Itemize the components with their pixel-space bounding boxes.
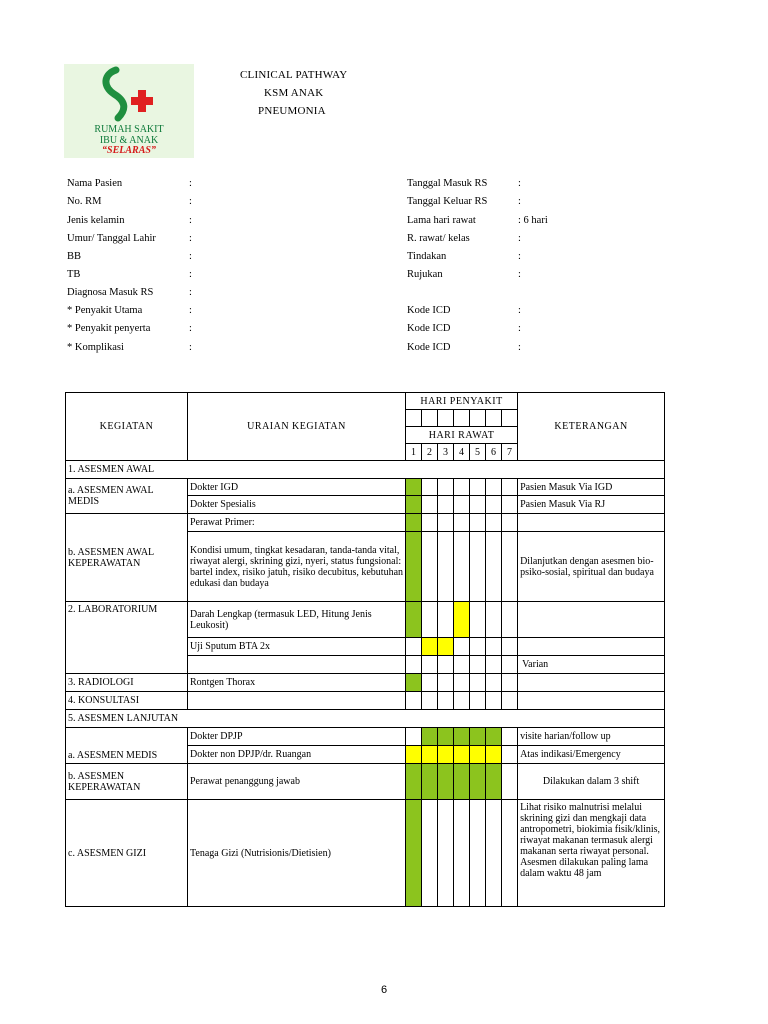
day-cell [406,692,422,710]
day-cell-green [406,496,422,514]
note [518,514,665,532]
day-cell [422,514,438,532]
info-sep: : [518,251,521,262]
day-cell [470,692,486,710]
day-cell [422,532,438,602]
day-cell-green [486,728,502,746]
info-label: Nama Pasien [67,178,123,189]
activity-detail: Perawat Primer: [188,514,406,532]
logo-line3: “SELARAS” [102,145,156,156]
day-cell-green [406,514,422,532]
day-cell [454,674,470,692]
day-cell-green [406,479,422,496]
day-cell [470,656,486,674]
clinical-pathway-table [65,392,665,907]
info-label: Tanggal Masuk RS [407,178,488,189]
info-label: * Penyakit Utama [67,305,143,316]
info-sep: : [518,233,521,244]
note: Dilanjutkan dengan asesmen bio-psiko-sosial, spiritual dan budaya [518,532,665,602]
info-sep: : [189,305,192,316]
day-cell [406,638,422,656]
activity-detail: Tenaga Gizi (Nutrisionis/Dietisien) [188,800,406,907]
activity-label: c. ASESMEN GIZI [66,800,188,907]
day-cell [422,656,438,674]
activity-detail: Dokter non DPJP/dr. Ruangan [188,746,406,764]
info-label: Tanggal Keluar RS [407,196,488,207]
day-cell-green [406,764,422,800]
day-cell [422,692,438,710]
doc-diagnosis: PNEUMONIA [258,105,326,117]
day-cell-yellow [454,746,470,764]
info-label: BB [67,251,82,262]
activity-detail [188,656,406,674]
note: Lihat risiko malnutrisi melalui skrining gizi dan mengkaji data antropometri, biokimia fisik/klinis, riwayat makanan termasuk alergi makanan serta riwayat personal. Asesmen dilakukan paling lama dalam waktu 48 jam [518,800,665,907]
day-cell [454,638,470,656]
day-cell [470,496,486,514]
header-kegiatan: KEGIATAN [66,393,188,461]
note: Pasien Masuk Via RJ [518,496,665,514]
info-sep: : [189,251,192,262]
activity-label: b. ASESMEN AWAL KEPERAWATAN [66,514,188,602]
day-cell [470,800,486,907]
day-cell [486,656,502,674]
day-cell [454,656,470,674]
day-cell [486,692,502,710]
day-cell [502,764,518,800]
day-cell-green [422,764,438,800]
day-cell [486,410,502,427]
activity-detail: Kondisi umum, tingkat kesadaran, tanda-tanda vital, riwayat alergi, skrining gizi, nyeri, status fungsional: bartel index, risiko jatuh, risiko decubitus, kebutuhan edukasi dan budaya [188,532,406,602]
info-sep: : [189,342,192,353]
activity-label: b. ASESMEN KEPERAWATAN [66,764,188,800]
day-cell [422,674,438,692]
activity-detail [188,692,406,710]
day-cell [486,674,502,692]
day-number: 1 [406,444,422,461]
day-cell-yellow [422,746,438,764]
info-sep: : [189,178,192,189]
info-sep: : [518,342,521,353]
activity-detail: Dokter Spesialis [188,496,406,514]
day-cell [438,800,454,907]
activity-detail: Darah Lengkap (termasuk LED, Hitung Jenis Leukosit) [188,602,406,638]
day-cell [438,602,454,638]
day-cell-yellow [438,746,454,764]
day-cell [454,800,470,907]
info-label: Kode ICD [407,323,451,334]
day-cell [470,479,486,496]
logo-line2: IBU & ANAK [99,135,159,146]
info-label: Tindakan [407,251,447,262]
day-cell [422,800,438,907]
day-number: 7 [502,444,518,461]
activity-detail: Uji Sputum BTA 2x [188,638,406,656]
day-number: 3 [438,444,454,461]
day-cell [454,514,470,532]
info-sep: : 6 hari [518,215,548,226]
section-heading: 4. KONSULTASI [66,692,188,710]
day-cell [438,514,454,532]
activity-label: a. ASESMEN AWAL MEDIS [66,479,188,514]
day-cell [470,602,486,638]
day-cell [486,638,502,656]
page-number: 6 [380,984,388,996]
day-cell [486,532,502,602]
day-cell-green [486,764,502,800]
note [518,602,665,638]
day-cell [502,692,518,710]
section-heading: 2. LABORATORIUM [66,602,188,674]
activity-detail: Perawat penanggung jawab [188,764,406,800]
day-cell [454,692,470,710]
activity-detail: Dokter IGD [188,479,406,496]
info-label: Jenis kelamin [67,215,125,226]
info-label: Umur/ Tanggal Lahir [67,233,156,244]
day-cell [502,800,518,907]
day-cell-yellow [470,746,486,764]
info-label: * Penyakit penyerta [67,323,151,334]
day-cell-green [470,764,486,800]
note: visite harian/follow up [518,728,665,746]
info-label: No. RM [67,196,102,207]
note [518,674,665,692]
day-cell [438,692,454,710]
day-cell [422,602,438,638]
day-cell [502,602,518,638]
info-sep: : [518,196,521,207]
section-heading: 5. ASESMEN LANJUTAN [66,710,665,728]
header-hari-rawat: HARI RAWAT [406,427,518,444]
day-cell [502,496,518,514]
info-label: Rujukan [407,269,443,280]
note: Dilakukan dalam 3 shift [518,764,665,800]
day-cell-green [438,728,454,746]
info-label: * Komplikasi [67,342,124,353]
day-cell-green [406,674,422,692]
info-label: Kode ICD [407,305,451,316]
info-sep: : [189,233,192,244]
day-cell-yellow [438,638,454,656]
note: Pasien Masuk Via IGD [518,479,665,496]
day-cell [486,800,502,907]
info-sep: : [189,269,192,280]
day-cell [486,514,502,532]
day-cell [406,656,422,674]
day-cell [454,532,470,602]
day-cell [422,410,438,427]
day-cell [502,656,518,674]
day-number: 2 [422,444,438,461]
note [518,638,665,656]
day-cell [438,674,454,692]
day-cell [502,674,518,692]
section-heading: 3. RADIOLOGI [66,674,188,692]
day-cell [502,746,518,764]
day-cell [502,638,518,656]
header-uraian: URAIAN KEGIATAN [188,393,406,461]
day-cell-yellow [406,746,422,764]
info-label: R. rawat/ kelas [407,233,470,244]
info-label: Diagnosa Masuk RS [67,287,154,298]
day-cell-green [422,728,438,746]
day-cell [470,514,486,532]
day-cell [470,532,486,602]
info-sep: : [189,196,192,207]
day-cell-green [406,602,422,638]
logo-line1: RUMAH SAKIT [94,124,164,135]
day-number: 5 [470,444,486,461]
day-cell [438,496,454,514]
day-cell [470,638,486,656]
day-cell-yellow [454,602,470,638]
day-cell [502,410,518,427]
section-heading: 1. ASESMEN AWAL [66,461,665,479]
info-sep: : [189,215,192,226]
info-sep: : [518,305,521,316]
header-hari-penyakit: HARI PENYAKIT [406,393,518,410]
hospital-logo [64,64,194,158]
day-cell [422,496,438,514]
day-cell-green [438,764,454,800]
activity-detail: Dokter DPJP [188,728,406,746]
day-cell [454,410,470,427]
doc-title: CLINICAL PATHWAY [240,69,348,81]
day-cell [406,410,422,427]
day-cell-green [470,728,486,746]
day-cell-green [454,728,470,746]
day-cell-green [406,800,422,907]
day-cell-green [454,764,470,800]
day-cell [502,514,518,532]
day-cell-yellow [422,638,438,656]
day-cell [470,674,486,692]
activity-label: a. ASESMEN MEDIS [66,728,188,764]
day-cell [454,479,470,496]
info-sep: : [189,287,192,298]
info-label: Kode ICD [407,342,451,353]
day-cell [438,479,454,496]
doc-subtitle: KSM ANAK [264,87,324,99]
info-sep: : [518,269,521,280]
day-cell [486,602,502,638]
day-cell [470,410,486,427]
day-cell [502,479,518,496]
day-cell [438,656,454,674]
day-cell [438,532,454,602]
activity-detail: Rontgen Thorax [188,674,406,692]
info-sep: : [518,323,521,334]
day-cell [486,479,502,496]
note [518,692,665,710]
day-cell [422,479,438,496]
day-cell [454,496,470,514]
info-label: TB [67,269,81,280]
info-sep: : [518,178,521,189]
info-sep: : [189,323,192,334]
header-keterangan: KETERANGAN [518,393,665,461]
day-number: 4 [454,444,470,461]
day-cell [438,410,454,427]
day-cell-yellow [486,746,502,764]
note-varian: Varian [518,656,665,674]
day-cell [486,496,502,514]
day-cell-green [406,532,422,602]
day-cell [406,728,422,746]
note: Atas indikasi/Emergency [518,746,665,764]
day-cell [502,728,518,746]
info-label: Lama hari rawat [407,215,476,226]
day-number: 6 [486,444,502,461]
day-cell [502,532,518,602]
